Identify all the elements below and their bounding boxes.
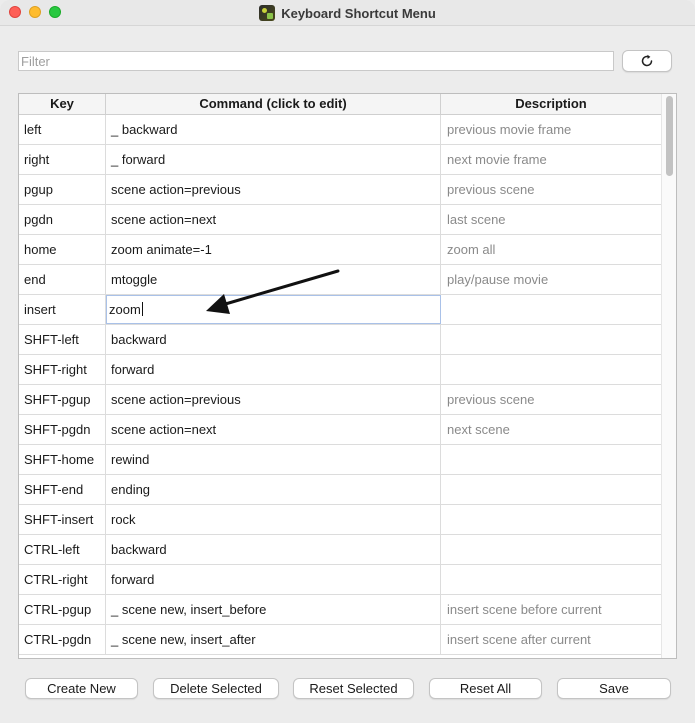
cell-key: CTRL-left <box>19 535 106 564</box>
table-row[interactable] <box>19 625 662 655</box>
cell-description <box>441 355 662 384</box>
cell-description: next movie frame <box>441 145 662 174</box>
header-command[interactable]: Command (click to edit) <box>106 94 441 115</box>
cell-command[interactable] <box>106 415 441 444</box>
cell-command-text: scene action=next <box>111 422 217 437</box>
cell-description <box>441 295 662 324</box>
table-body <box>19 115 662 655</box>
refresh-icon <box>640 54 654 68</box>
cell-command-text: rock <box>111 512 136 527</box>
cell-command[interactable] <box>106 505 441 534</box>
vertical-scrollbar[interactable] <box>661 94 676 658</box>
cell-command[interactable] <box>106 325 441 354</box>
header-description[interactable]: Description <box>441 94 662 115</box>
cell-command-text: mtoggle <box>111 272 158 287</box>
cell-key: CTRL-pgdn <box>19 625 106 654</box>
header-key[interactable]: Key <box>19 94 106 115</box>
cell-command[interactable] <box>106 565 441 594</box>
cell-command-text: forward <box>111 572 155 587</box>
cell-description <box>441 445 662 474</box>
cell-description: zoom all <box>441 235 662 264</box>
app-icon <box>259 5 275 21</box>
table-row[interactable] <box>19 445 662 475</box>
cell-key: insert <box>19 295 106 324</box>
shortcut-table <box>18 93 677 659</box>
cell-key: SHFT-home <box>19 445 106 474</box>
reset-selected-button[interactable]: Reset Selected <box>293 678 414 699</box>
cell-description: play/pause movie <box>441 265 662 294</box>
cell-command[interactable] <box>106 205 441 234</box>
cell-description: previous scene <box>441 175 662 204</box>
cell-command-text: zoom animate=-1 <box>111 242 212 257</box>
table-row[interactable] <box>19 205 662 235</box>
table-row[interactable] <box>19 475 662 505</box>
command-edit-field[interactable] <box>106 295 441 324</box>
filter-field[interactable] <box>18 51 614 71</box>
cell-key: SHFT-right <box>19 355 106 384</box>
table-row[interactable] <box>19 415 662 445</box>
cell-command-text: _ forward <box>111 152 166 167</box>
table-row[interactable] <box>19 565 662 595</box>
cell-command[interactable] <box>106 445 441 474</box>
cell-description <box>441 325 662 354</box>
cell-command[interactable] <box>106 625 441 654</box>
table-row[interactable] <box>19 115 662 145</box>
table-row[interactable] <box>19 325 662 355</box>
cell-command[interactable] <box>106 115 441 144</box>
table-row[interactable] <box>19 535 662 565</box>
cell-command-text: scene action=next <box>111 212 217 227</box>
cell-description <box>441 565 662 594</box>
table-row[interactable] <box>19 295 662 325</box>
cell-key: CTRL-pgup <box>19 595 106 624</box>
cell-key: pgup <box>19 175 106 204</box>
reset-all-button[interactable]: Reset All <box>429 678 542 699</box>
table-row[interactable] <box>19 355 662 385</box>
table-row[interactable] <box>19 595 662 625</box>
cell-command-text: backward <box>111 542 167 557</box>
cell-command[interactable] <box>106 175 441 204</box>
table-row[interactable] <box>19 145 662 175</box>
table-row[interactable] <box>19 505 662 535</box>
cell-command-text: scene action=previous <box>111 182 241 197</box>
window-title: Keyboard Shortcut Menu <box>281 5 436 21</box>
create-new-button[interactable]: Create New <box>25 678 138 699</box>
table-row[interactable] <box>19 175 662 205</box>
delete-selected-button[interactable]: Delete Selected <box>153 678 279 699</box>
cell-command[interactable] <box>106 385 441 414</box>
cell-description: insert scene before current <box>441 595 662 624</box>
cell-description <box>441 505 662 534</box>
cell-command[interactable] <box>106 535 441 564</box>
refresh-button[interactable] <box>622 50 672 72</box>
save-button[interactable]: Save <box>557 678 671 699</box>
cell-key: home <box>19 235 106 264</box>
cell-key: SHFT-left <box>19 325 106 354</box>
cell-description <box>441 475 662 504</box>
cell-key: SHFT-pgup <box>19 385 106 414</box>
cell-key: end <box>19 265 106 294</box>
cell-description: previous scene <box>441 385 662 414</box>
cell-command-text: _ scene new, insert_before <box>111 602 267 617</box>
cell-command-text: zoom <box>109 302 141 317</box>
cell-key: CTRL-right <box>19 565 106 594</box>
cell-command[interactable] <box>106 595 441 624</box>
cell-key: SHFT-end <box>19 475 106 504</box>
cell-command-text: _ backward <box>111 122 178 137</box>
cell-command[interactable] <box>106 265 441 294</box>
title-bar <box>0 0 695 26</box>
cell-command-text: _ scene new, insert_after <box>111 632 256 647</box>
cell-description <box>441 535 662 564</box>
cell-command[interactable] <box>106 355 441 384</box>
cell-key: SHFT-pgdn <box>19 415 106 444</box>
cell-command-text: ending <box>111 482 151 497</box>
table-row[interactable] <box>19 385 662 415</box>
title-group <box>0 0 695 26</box>
cell-command-text: rewind <box>111 452 150 467</box>
cell-description: insert scene after current <box>441 625 662 654</box>
cell-command-text: backward <box>111 332 167 347</box>
cell-key: pgdn <box>19 205 106 234</box>
cell-command[interactable] <box>106 235 441 264</box>
cell-command[interactable] <box>106 145 441 174</box>
cell-description: previous movie frame <box>441 115 662 144</box>
table-header <box>19 94 662 115</box>
filter-input[interactable] <box>21 55 611 69</box>
text-caret <box>142 302 143 316</box>
cell-command-text: forward <box>111 362 155 377</box>
table-row[interactable] <box>19 265 662 295</box>
cell-key: left <box>19 115 106 144</box>
table-row[interactable] <box>19 235 662 265</box>
cell-command-text: scene action=previous <box>111 392 241 407</box>
scrollbar-thumb[interactable] <box>666 96 673 176</box>
cell-key: SHFT-insert <box>19 505 106 534</box>
cell-description: last scene <box>441 205 662 234</box>
cell-command[interactable] <box>106 475 441 504</box>
button-row <box>0 678 695 700</box>
cell-description: next scene <box>441 415 662 444</box>
cell-key: right <box>19 145 106 174</box>
